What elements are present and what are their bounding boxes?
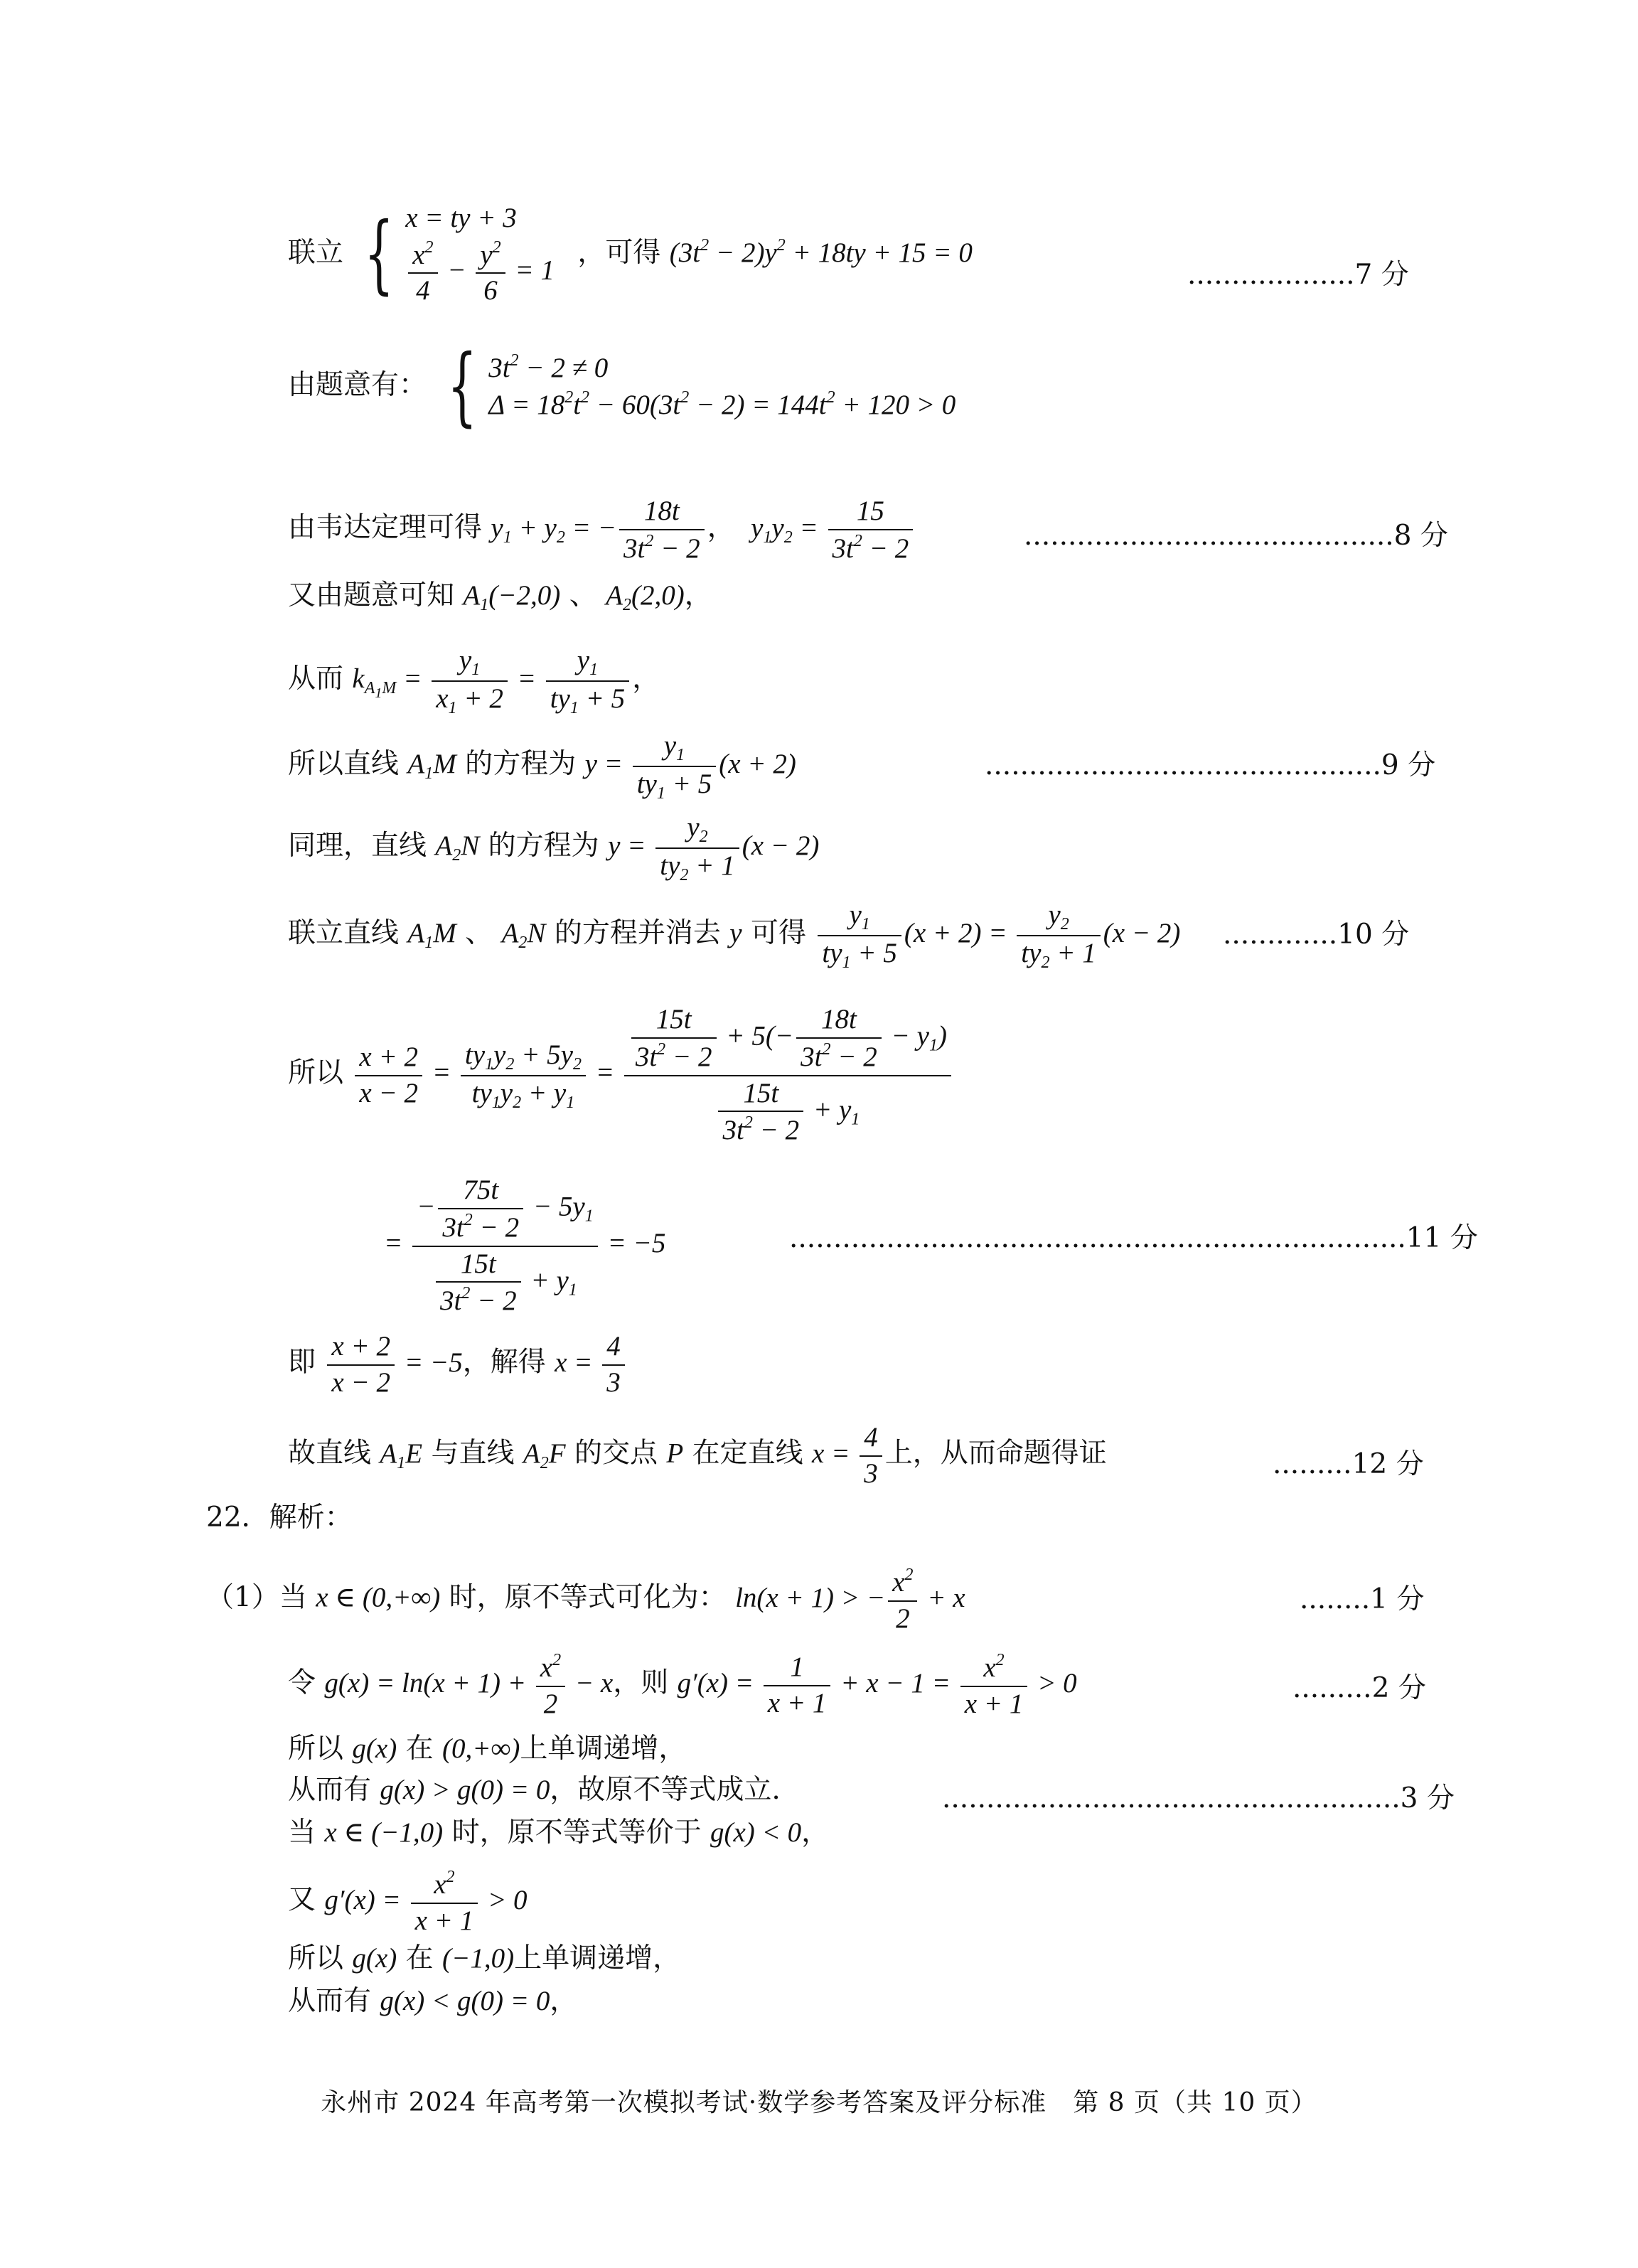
eq-g-positive: g(x) > g(0) = 0 xyxy=(380,1775,550,1805)
eq-combined: $\frac{y_1}{ty_1 + 5}$ (x + 2) = $\frac{y_2}{ty_2 + 1}$ (x − 2) xyxy=(815,918,1180,948)
score-q1-2: .........2 分 xyxy=(1292,1672,1426,1704)
eq-quadratic: $(3t^2 - 2)y^2 + 18ty + 15 = 0$ xyxy=(669,236,973,269)
score-12: .........12 分 xyxy=(1273,1448,1424,1480)
text-suoyi-g: 所以 xyxy=(288,1942,344,1974)
line-solve xyxy=(288,1330,628,1401)
text-jiede: ，解得 xyxy=(462,1346,546,1379)
eq-gx: g(x) xyxy=(352,1943,397,1974)
text-zai: 在 xyxy=(405,1942,434,1974)
text-kede: ，可得 xyxy=(577,237,661,269)
line-monotone-2 xyxy=(288,1942,681,1974)
text-shangdandiao: 上单调递增， xyxy=(514,1942,681,1974)
var-y: y xyxy=(729,917,742,948)
page-footer: 永州市 2024 年高考第一次模拟考试·数学参考答案及评分标准 第 8 页（共 10 页） xyxy=(321,2088,1317,2117)
text-suoyi-g: 所以 xyxy=(288,1733,344,1765)
eq-interval: (0,+∞) xyxy=(442,1733,520,1764)
text-de-fangcheng: 的方程为 xyxy=(488,829,599,862)
line-slope: 从而 $k_{A_1M}$ = $\frac{y_1}{x_1 + 2}$ = $\frac{y_1}{ty_1 + 5}$ ， xyxy=(288,645,660,717)
text-dun: 、 xyxy=(569,579,597,611)
score-8: ..........................................8 分 xyxy=(1024,520,1448,552)
question-22-title: 22．解析： xyxy=(206,1502,353,1534)
text-shi: 时，原不等式可化为： xyxy=(449,1581,727,1614)
eq-g-prime-2: g′(x) = $\frac{x^2}{x + 1}$ > 0 xyxy=(324,1868,528,1936)
eq-a2n: y = $\frac{y_2}{ty_2 + 1}$ (x − 2) xyxy=(608,812,820,884)
eq-product: $y_1y_2$ = $\frac{15}{3t^2 - 2}$ xyxy=(751,513,916,543)
text-bing-xiaoqu: 的方程并消去 xyxy=(554,916,721,949)
text-gu-line: 故直线 xyxy=(288,1437,372,1470)
text-de-jiaodian: 的交点 xyxy=(574,1437,658,1470)
text-dang: 当 xyxy=(288,1817,316,1849)
eq-a2: $A_2(2,0)$ xyxy=(606,580,685,614)
brace: { xyxy=(364,205,395,304)
text-zai: 在 xyxy=(405,1733,434,1765)
condition-system xyxy=(488,350,956,423)
line-simplify xyxy=(384,1173,665,1319)
eq-ratio-result: $\frac{x + 2}{x - 2}$ = −5 xyxy=(324,1347,462,1378)
line-lianli-system xyxy=(288,200,973,309)
text-youtiyi2: 又由题意可知 xyxy=(288,579,455,611)
eq-line-2: $\frac{x^2}{4}$ − $\frac{y^2}{6}$ = 1 xyxy=(405,237,555,309)
text-suoyi: 所以 xyxy=(288,1057,344,1089)
eq-g-less: g(x) < g(0) = 0 xyxy=(380,1986,550,2016)
score-9: .............................................9 分 xyxy=(985,749,1436,781)
text-zai-dingzhi: 在定直线 xyxy=(692,1437,803,1470)
eq-interval-2: (−1,0) xyxy=(442,1943,515,1974)
text-congr: 从而 xyxy=(288,662,344,695)
line-monotone-1 xyxy=(288,1733,687,1765)
text-comma: ， xyxy=(801,1817,830,1849)
eq-g-negative: g(x) < 0 xyxy=(710,1817,802,1848)
line-conclusion xyxy=(288,1421,1107,1492)
text-suoyi-line: 所以直线 xyxy=(288,747,400,780)
score-10: .............10 分 xyxy=(1223,919,1410,951)
label-p: P xyxy=(666,1438,684,1469)
big-fraction: $\frac{15t}{3t^2 - 2}$ + 5(− $\frac{18t}{3t^2 - 2}$ − $y_1$) $\frac{15t}{3t^2 - 2}$ + $y_1$ xyxy=(624,1002,951,1148)
eq-a1m: y = $\frac{y_1}{ty_1 + 5}$ (x + 2) xyxy=(584,730,796,803)
line-conclusion-2 xyxy=(288,1987,577,2015)
label-a1m: $A_1M$ xyxy=(407,748,456,783)
line-define-g xyxy=(288,1649,1077,1722)
score-7: ...................7 分 xyxy=(1187,259,1409,291)
text-congeryou: 从而有 xyxy=(288,1985,372,2017)
cond-2: $\Delta = 18^2t^2 - 60(3t^2 - 2) = 144t^2 + 120 > 0$ xyxy=(488,388,956,420)
line-a1m xyxy=(288,729,796,804)
eq-slope: $k_{A_1M}$ = $\frac{y_1}{x_1 + 2}$ = $\frac{y_1}{ty_1 + 5}$ xyxy=(352,663,632,694)
label-a2n: $A_2N$ xyxy=(501,917,546,952)
line-negative-case xyxy=(288,1817,830,1849)
score-11: ......................................................................11 分 xyxy=(789,1222,1478,1254)
text-tongli: 同理，直线 xyxy=(288,829,427,862)
label-a2f: $A_2F$ xyxy=(523,1438,566,1472)
eq-sum: $y_1 + y_2$ = − $\frac{18t}{3t^2 - 2}$ xyxy=(491,513,707,543)
line-g-prime-again xyxy=(288,1866,528,1939)
line-a2n xyxy=(288,811,819,886)
label-a2n: $A_2N$ xyxy=(435,830,480,865)
eq-a1: $A_1(-2,0)$ xyxy=(463,580,561,614)
text-you: 又 xyxy=(288,1883,316,1916)
eq-g: g(x) = ln(x + 1) + $\frac{x^2}{2}$ − x xyxy=(324,1651,614,1719)
eq-domain: x ∈ (0,+∞) xyxy=(316,1582,441,1613)
text-ji: 即 xyxy=(288,1346,316,1379)
line-conclusion-1 xyxy=(288,1776,781,1804)
text-yu-line: 与直线 xyxy=(431,1437,515,1470)
text-congeryou: 从而有 xyxy=(288,1774,372,1806)
eq-x-value: x = $\frac{4}{3}$ xyxy=(555,1347,628,1378)
line-q1 xyxy=(206,1564,965,1637)
text-de-fangcheng: 的方程为 xyxy=(465,747,577,780)
eq-fixed-line: x = $\frac{4}{3}$ xyxy=(812,1438,885,1469)
text-shang: 上，从而命题得证 xyxy=(884,1437,1107,1470)
text-guyuan: ，故原不等式成立. xyxy=(550,1774,781,1806)
score-q1-1: ........1 分 xyxy=(1300,1583,1425,1615)
equation-system xyxy=(405,200,555,309)
line-youtiyi xyxy=(288,337,956,436)
line-weida: 由韦达定理可得 $y_1 + y_2$ = − $\frac{18t}{3t^2 - 2}$ ， $y_1y_2$ = $\frac{15}{3t^2 - 2}$ xyxy=(288,494,916,567)
cond-1: $3t^2 - 2 \ne 0$ xyxy=(488,351,609,384)
text-ling: 令 xyxy=(288,1667,316,1699)
brace: { xyxy=(447,337,478,436)
line-ratio xyxy=(288,1002,954,1148)
text-comma: ， xyxy=(550,1985,578,2017)
text-lianli: 联立 xyxy=(288,237,344,269)
text-q1-lead: （1）当 xyxy=(206,1581,307,1614)
text-shangdandiao: 上单调递增， xyxy=(520,1733,687,1765)
eq-g-prime: g′(x) = $\frac{1}{x + 1}$ + x − 1 = $\frac{x^2}{x + 1}$ > 0 xyxy=(677,1651,1077,1719)
label-a1e: $A_1E$ xyxy=(380,1438,423,1472)
line-vertices xyxy=(288,579,712,614)
text-kede2: 可得 xyxy=(750,916,806,949)
text-ze: ，则 xyxy=(613,1667,669,1699)
line-combine xyxy=(288,898,1180,973)
text-youtiyi: 由题意有： xyxy=(288,369,427,401)
eq-gx: g(x) xyxy=(352,1733,397,1764)
score-q1-3: ....................................................3 分 xyxy=(942,1782,1455,1814)
text-comma: ， xyxy=(684,579,712,611)
text-dun: 、 xyxy=(465,916,493,949)
eq-line-1: x = ty + 3 xyxy=(405,203,517,233)
eq-simplify: = − $\frac{75t}{3t^2 - 2}$ − $5y_1$ $\frac{15t}{3t^2 - 2}$ + $y_1$ = −5 xyxy=(384,1175,666,1317)
eq-ratio: $\frac{x + 2}{x - 2}$ = $\frac{ty_1y_2 + 5y_2}{ty_1y_2 + y_1}$ = $\frac{15t}{3t^2 - 2}$ + 5(− $\frac{18t}{3t^2 - 2}$ − $y_1$) $\frac{15t}{3t^2 - 2}$ + $y_1$ xyxy=(352,1057,954,1088)
text-weida: 由韦达定理可得 xyxy=(288,511,483,544)
text-lianli2: 联立直线 xyxy=(288,916,400,949)
eq-inequality: ln(x + 1) > − $\frac{x^2}{2}$ + x xyxy=(735,1566,965,1634)
text-shi2: 时，原不等式等价于 xyxy=(451,1817,702,1849)
eq-domain-2: x ∈ (−1,0) xyxy=(324,1817,444,1848)
label-a1m: $A_1M$ xyxy=(407,917,456,952)
